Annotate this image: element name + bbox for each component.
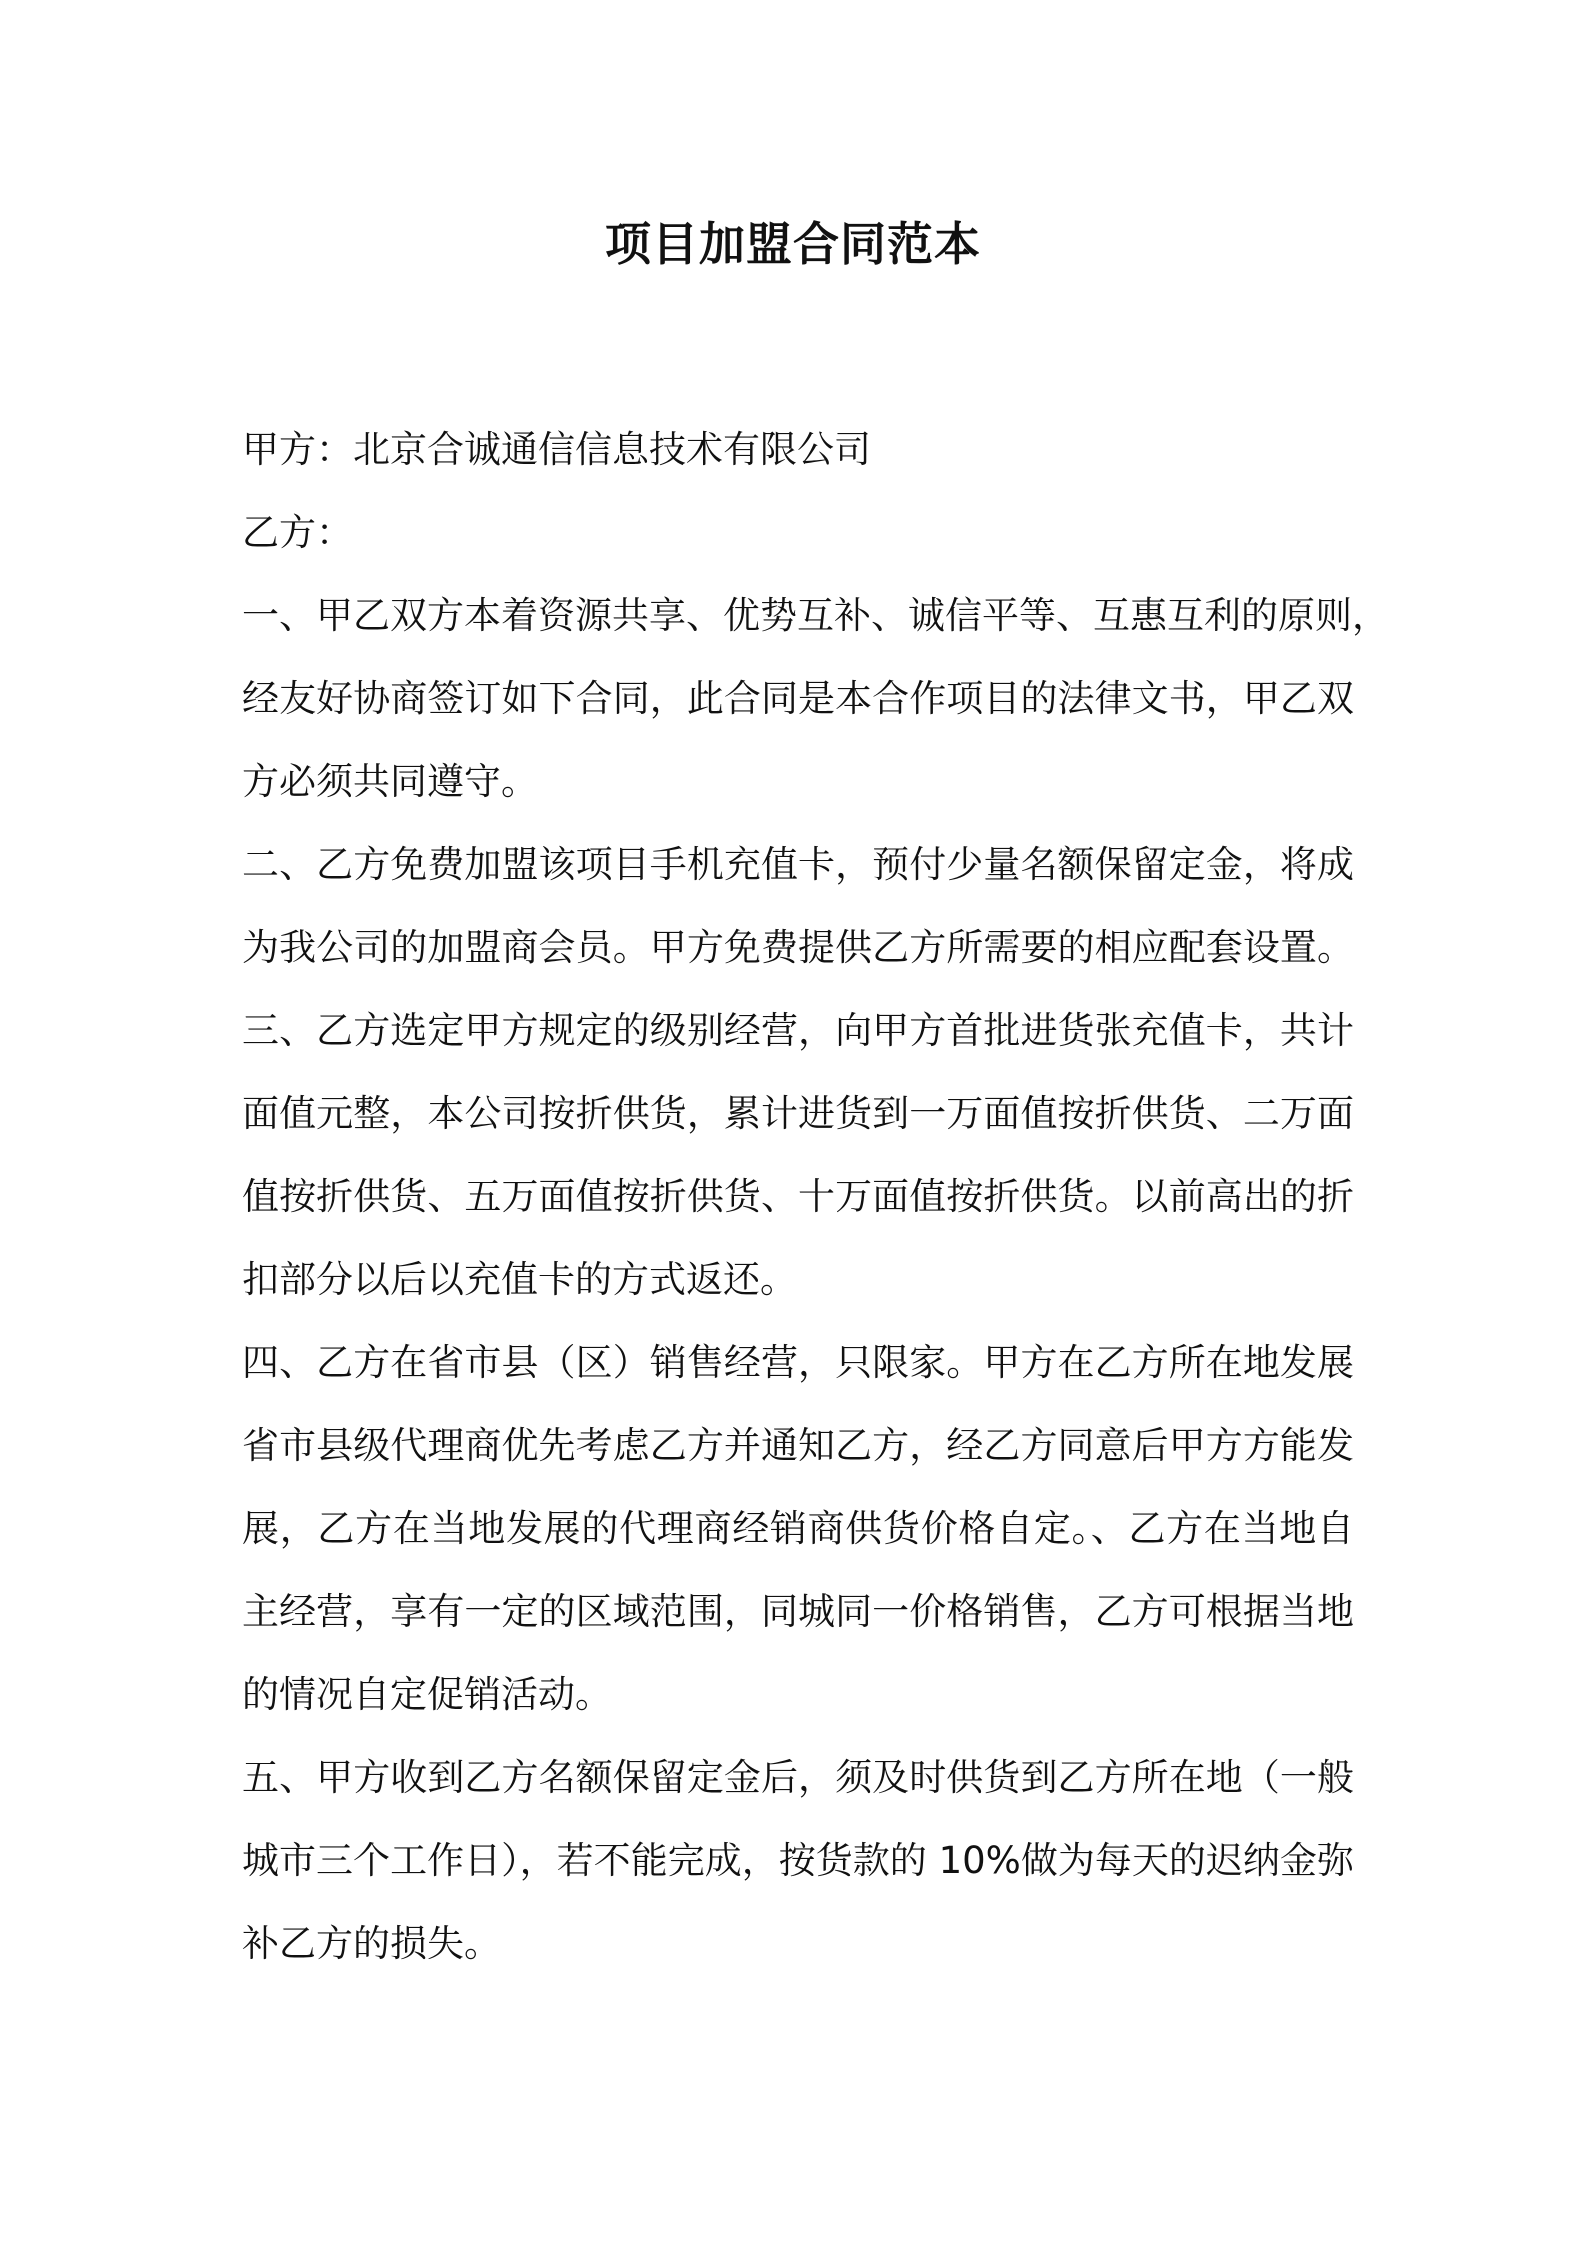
contract-body	[242, 408, 1389, 1985]
contract-line: 乙方：	[242, 511, 353, 554]
contract-line: 主经营，享有一定的区域范围，同城同一价格销售，乙方可根据当地	[242, 1590, 1354, 1633]
contract-line: 面值元整，本公司按折供货，累计进货到一万面值按折供货、二万面	[242, 1092, 1354, 1135]
contract-line: 补乙方的损失。	[242, 1922, 501, 1965]
contract-line: 的情况自定促销活动。	[242, 1673, 612, 1716]
contract-line: 值按折供货、五万面值按折供货、十万面值按折供货。以前高出的折	[242, 1175, 1354, 1218]
contract-line: 甲方：北京合诚通信信息技术有限公司	[242, 428, 871, 471]
contract-line: 五、甲方收到乙方名额保留定金后，须及时供货到乙方所在地（一般	[242, 1756, 1354, 1799]
contract-line: 展，乙方在当地发展的代理商经销商供货价格自定。、乙方在当地自	[242, 1507, 1354, 1550]
contract-line: 为我公司的加盟商会员。甲方免费提供乙方所需要的相应配套设置。	[242, 926, 1354, 969]
contract-line: 一、甲乙双方本着资源共享、优势互补、诚信平等、互惠互利的原则，	[242, 594, 1389, 637]
contract-line: 经友好协商签订如下合同，此合同是本合作项目的法律文书，甲乙双	[242, 677, 1354, 720]
contract-line: 省市县级代理商优先考虑乙方并通知乙方，经乙方同意后甲方方能发	[242, 1424, 1354, 1467]
contract-line: 二、乙方免费加盟该项目手机充值卡，预付少量名额保留定金，将成	[242, 843, 1354, 886]
contract-line: 方必须共同遵守。	[242, 760, 538, 803]
document-title: 项目加盟合同范本	[605, 217, 981, 271]
contract-line: 扣部分以后以充值卡的方式返还。	[242, 1258, 797, 1301]
contract-line: 城市三个工作日），若不能完成，按货款的 10%做为每天的迟纳金弥	[242, 1839, 1354, 1882]
contract-line: 三、乙方选定甲方规定的级别经营，向甲方首批进货张充值卡，共计	[242, 1009, 1354, 1052]
contract-line: 四、乙方在省市县（区）销售经营，只限家。甲方在乙方所在地发展	[242, 1341, 1354, 1384]
